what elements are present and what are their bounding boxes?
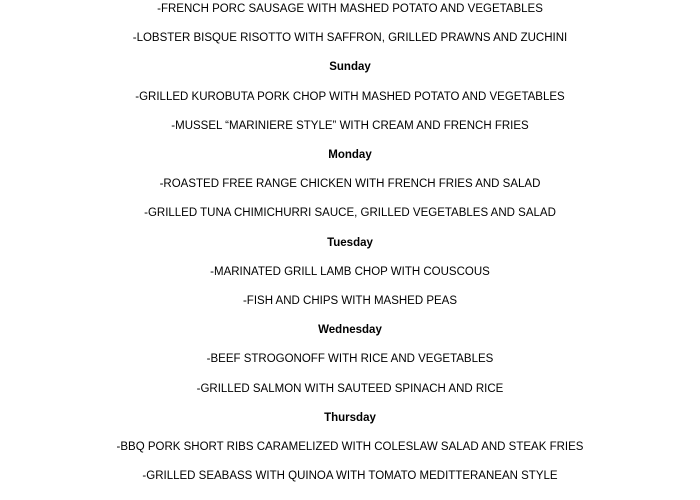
dish-item: -ROASTED FREE RANGE CHICKEN WITH FRENCH FRIES AND SALAD (159, 178, 541, 191)
dish-item: -LOBSTER BISQUE RISOTTO WITH SAFFRON, GRILLED PRAWNS AND ZUCHINI (132, 32, 568, 45)
day-heading: Tuesday (327, 236, 373, 249)
dish-item: -FRENCH PORC SAUSAGE WITH MASHED POTATO AND VEGETABLES (157, 3, 543, 15)
dish-item: -BEEF STROGONOFF WITH RICE AND VEGETABLES (206, 353, 494, 366)
dish-item: -FISH AND CHIPS WITH MASHED PEAS (242, 295, 458, 307)
day-heading: Sunday (329, 61, 371, 74)
dish-item: -GRILLED KUROBUTA PORK CHOP WITH MASHED POTATO AND VEGETABLES (135, 90, 565, 103)
dish-item: -GRILLED TUNA CHIMICHURRI SAUCE, GRILLED VEGETABLES AND SALAD (144, 207, 556, 220)
day-heading: Monday (328, 149, 372, 161)
dish-item: -MARINATED GRILL LAMB CHOP WITH COUSCOUS (210, 265, 490, 278)
day-heading: Thursday (324, 411, 376, 424)
dish-item: -GRILLED SALMON WITH SAUTEED SPINACH AND RICE (196, 382, 504, 395)
day-heading: Wednesday (318, 324, 382, 337)
dish-item: -MUSSEL “MARINIERE STYLE” WITH CREAM AND FRENCH FRIES (171, 119, 529, 132)
dish-item: -GRILLED SEABASS WITH QUINOA WITH TOMATO MEDITTERANEAN STYLE (142, 470, 558, 483)
dish-item: -BBQ PORK SHORT RIBS CARAMELIZED WITH COLESLAW SALAD AND STEAK FRIES (116, 441, 584, 453)
